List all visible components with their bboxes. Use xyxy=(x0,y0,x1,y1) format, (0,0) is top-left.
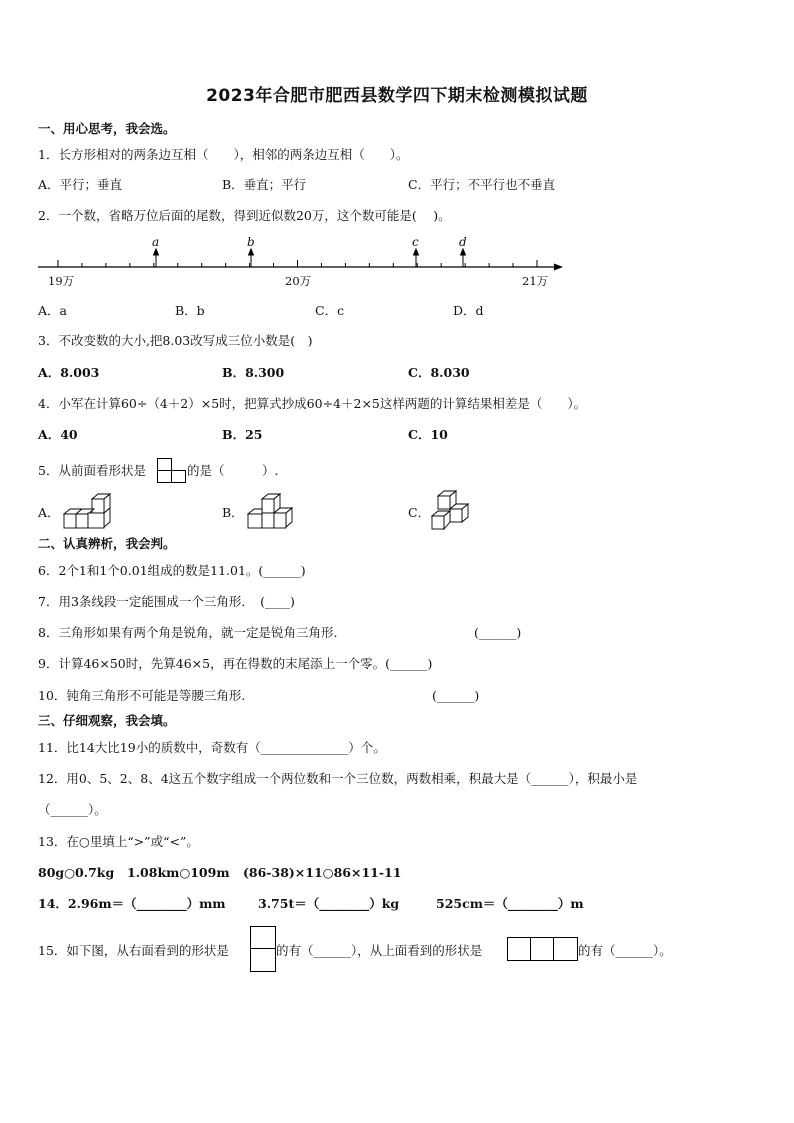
question-12-line-2: （______）。 xyxy=(38,802,107,817)
question-1-option-a: A．平行；垂直 xyxy=(38,177,123,192)
question-13-stem: 13．在○里填上“>”或“<”。 xyxy=(38,834,199,849)
point-label-a: a xyxy=(152,235,160,249)
question-3-option-a: A．8.003 xyxy=(38,365,100,380)
question-2-option-b: B．b xyxy=(175,303,205,318)
front-view-shape-icon xyxy=(157,458,187,484)
question-13-item-1: 80g○0.7kg xyxy=(38,865,115,880)
question-10-stem: 10．钝角三角形不可能是等腰三角形. xyxy=(38,688,246,703)
question-4-option-a: A．40 xyxy=(38,427,78,442)
page-title: 2023年合肥市肥西县数学四下期末检测模拟试题 xyxy=(206,86,588,106)
tick-label-19wan: 19万 xyxy=(48,274,75,288)
question-3-option-c: C．8.030 xyxy=(408,365,470,380)
section-heading-3: 三、仔细观察，我会填。 xyxy=(38,713,176,728)
question-2-stem: 2．一个数，省略万位后面的尾数，得到近似数20万，这个数可能是( )。 xyxy=(38,208,451,223)
point-label-c: c xyxy=(412,235,419,249)
number-line xyxy=(0,232,794,292)
question-6: 6．2个1和1个0.01组成的数是11.01。(______) xyxy=(38,563,306,578)
question-8-stem: 8．三角形如果有两个角是锐角，就一定是锐角三角形. xyxy=(38,625,338,640)
point-label-d: d xyxy=(459,235,467,249)
question-3-option-b: B．8.300 xyxy=(222,365,285,380)
question-2-option-d: D．d xyxy=(453,303,484,318)
question-8-blank: (______) xyxy=(474,625,522,640)
question-4-stem: 4．小军在计算60÷（4＋2）×5时，把算式抄成60÷4＋2×5这样两题的计算结果相差是（ ）。 xyxy=(38,396,587,411)
question-4-option-b: B．25 xyxy=(222,427,263,442)
question-5-option-c: C． xyxy=(408,505,431,520)
question-13-item-3: (86-38)×11○86×11-11 xyxy=(243,865,402,880)
cube-stack-b-icon xyxy=(244,492,300,532)
question-5-option-a: A． xyxy=(38,505,60,520)
tick-label-20wan: 20万 xyxy=(285,274,312,288)
question-15-part-1: 15．如下图，从右面看到的形状是 xyxy=(38,943,229,958)
question-1-option-c: C．平行；不平行也不垂直 xyxy=(408,177,556,192)
question-12-line-1: 12．用0、5、2、8、4这五个数字组成一个两位数和一个三位数，两数相乘，积最大是（______），积最小是 xyxy=(38,771,638,786)
question-14-item-2: 3.75t＝（________）kg xyxy=(258,896,400,911)
question-2-option-c: C．c xyxy=(315,303,345,318)
top-view-shape-icon xyxy=(507,937,578,961)
question-4-option-c: C．10 xyxy=(408,427,448,442)
question-15-part-2: 的有（______），从上面看到的形状是 xyxy=(276,943,483,958)
tick-label-21wan: 21万 xyxy=(522,274,549,288)
question-9: 9．计算46×50时，先算46×5，再在得数的末尾添上一个零。(______) xyxy=(38,656,433,671)
question-3-stem: 3．不改变数的大小,把8.03改写成三位小数是( ) xyxy=(38,333,313,348)
question-7: 7．用3条线段一定能围成一个三角形． (____) xyxy=(38,594,295,609)
question-2-option-a: A．a xyxy=(38,303,67,318)
question-14-item-1: 14．2.96m＝（________）mm xyxy=(38,896,226,911)
question-5-stem-after: 的是（ ）. xyxy=(187,463,279,478)
question-13-item-2: 1.08km○109m xyxy=(127,865,230,880)
section-heading-1: 一、用心思考，我会选。 xyxy=(38,121,176,136)
question-15-part-3: 的有（______）。 xyxy=(578,943,672,958)
question-1-option-b: B．垂直；平行 xyxy=(222,177,307,192)
question-10-blank: (______) xyxy=(432,688,480,703)
question-5-stem-before: 5．从前面看形状是 xyxy=(38,463,146,478)
question-14-item-3: 525cm＝（________）m xyxy=(436,896,584,911)
question-11: 11．比14大比19小的质数中，奇数有（______________）个。 xyxy=(38,740,386,755)
question-1-stem: 1．长方形相对的两条边互相（ ），相邻的两条边互相（ ）。 xyxy=(38,147,409,162)
right-view-shape-icon xyxy=(250,926,276,972)
point-label-b: b xyxy=(247,235,255,249)
question-5-option-b: B． xyxy=(222,505,244,520)
cube-stack-c-icon xyxy=(428,490,472,532)
cube-stack-a-icon xyxy=(60,492,116,532)
section-heading-2: 二、认真辨析，我会判。 xyxy=(38,536,176,551)
